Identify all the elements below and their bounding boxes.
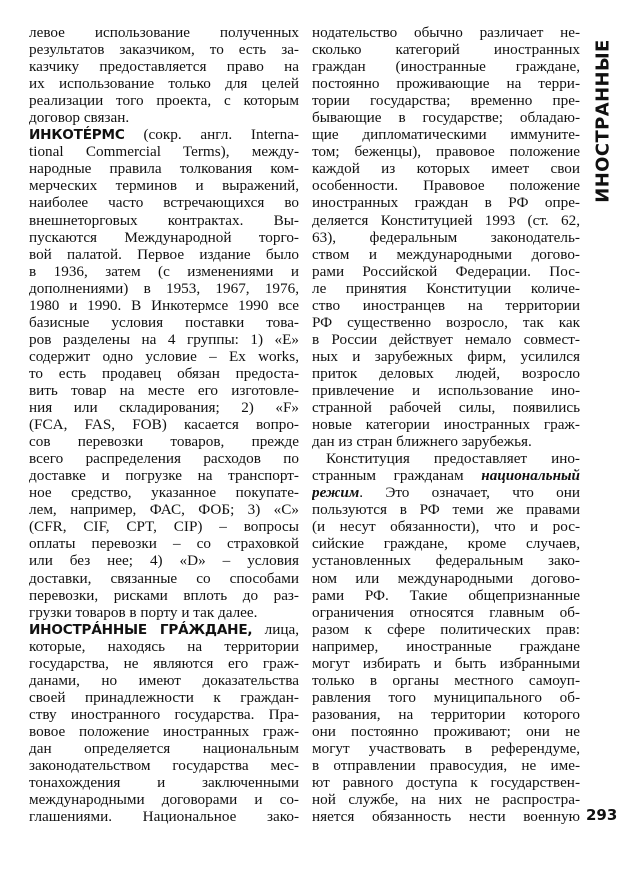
entry-heading-rest: (сокр. англ. Interna- — [124, 126, 299, 144]
text-line: пользуются в РФ теми же правами — [312, 501, 580, 519]
paragraph-start-line: Конституция предоставляет ино- — [326, 450, 580, 468]
page-number: 293 — [586, 806, 618, 824]
text-line: лем, например, ФАС, ФОБ; 3) «С» — [29, 501, 299, 519]
text-line: их использование только для целей — [29, 75, 299, 93]
text-line: всего распределения расходов по — [29, 450, 299, 468]
text-line: ют равного доступа к государствен- — [312, 774, 580, 792]
text-line: которые, находясь на территории — [29, 637, 299, 655]
text-line: законодательством государства мес- — [29, 757, 299, 775]
text-line: ле принятия Конституции количе- — [312, 279, 580, 297]
text-line: том; беженцы), правовое положение — [312, 143, 580, 161]
text-line: левое использование полученных — [29, 24, 299, 41]
text-line: сийские граждане, кроме случаев, — [312, 535, 580, 553]
text-line: 63), федеральным законодатель- — [312, 228, 580, 246]
text-line: тории государства; временно пре- — [312, 92, 580, 110]
running-head-text: ИНОСТРАННЫЕ — [592, 39, 614, 203]
text-line: или без нее; 4) «D» – условия — [29, 552, 299, 570]
text-line: постоянно проживающие на терри- — [312, 75, 580, 93]
text-line: дополнениями) в 1953, 1967, 1976, — [29, 279, 299, 297]
text-line: своей принадлежности к граждан- — [29, 688, 299, 706]
text-line: грузки товаров в порту и так далее. — [29, 603, 258, 621]
running-head — [590, 26, 616, 216]
text-line: пускаются Международной торго- — [29, 228, 299, 246]
text-line: разования, на территории которого — [312, 705, 580, 723]
entry-incoterms-first-line — [29, 126, 299, 143]
text-line: привлечение и использование ино- — [312, 381, 580, 399]
italic-term: национальный — [481, 467, 580, 485]
text-line: (и несут обязанности), что и рос- — [312, 518, 580, 536]
text-line: наиболее часто встречающихся во — [29, 194, 299, 212]
text-line: 1980 и 1990. В Инкотермсе 1990 все — [29, 296, 299, 314]
text-line: РФ существенно возросло, так как — [312, 313, 580, 331]
text-line: содержит одно условие – Ex works, — [29, 347, 299, 365]
text-line: сколько категорий иностранных — [312, 41, 580, 59]
text-line: иностранных граждан в РФ опре- — [312, 194, 580, 212]
text-line: ограничения относятся главным об- — [312, 603, 580, 621]
text-line: вовое положение иностранных граж- — [29, 722, 299, 740]
text-line: граждан (иностранные граждане, — [312, 58, 580, 76]
text-span: странным гражданам — [312, 467, 482, 485]
text-line: ров разделены на 4 группы: 1) «Е» — [29, 330, 299, 348]
text-line: ном или международными догово- — [312, 569, 580, 587]
entry-foreign-citizens-first-line — [29, 621, 299, 638]
text-line: деляется Конституцией 1993 (ст. 62, — [312, 211, 580, 229]
italic-term: режим — [312, 484, 360, 502]
text-line: (CFR, CIF, CPT, CIP) – вопросы — [29, 518, 299, 536]
text-line: каждой из которых имеет свои — [312, 160, 580, 178]
text-line: установленных федеральным зако- — [312, 552, 580, 570]
text-line: тонахождения и заключенными — [29, 774, 299, 792]
right-column — [312, 24, 580, 825]
text-line: ное средство, указанное покупате- — [29, 484, 299, 502]
text-line: мерческих терминов и выражений, — [29, 177, 299, 195]
text-line: рами Российской Федерации. Пос- — [312, 262, 580, 280]
text-line: перевозки, рисками вплоть до раз- — [29, 586, 299, 604]
text-line: приток деловых людей, возросло — [312, 364, 580, 382]
text-line: результатов заказчиком, то есть за- — [29, 41, 299, 59]
text-line: ство иностранцев на территории — [312, 296, 580, 314]
entry-heading-foreign-citizens: ИНОСТРА́ННЫЕ ГРА́ЖДАНЕ, — [29, 621, 253, 638]
text-line: дан определяется национальным — [29, 739, 299, 757]
text-line: они постоянно проживают; они не — [312, 722, 580, 740]
text-line: равления того муниципального об- — [312, 688, 580, 706]
text-line: сов перевозки товаров, прежде — [29, 433, 299, 451]
text-line: вой палатой. Первое издание было — [29, 245, 299, 263]
text-line: нодательство обычно различает не- — [312, 24, 580, 41]
text-line: то есть продавец обязан предоста- — [29, 364, 299, 382]
text-line: ной службе, на них не распростра- — [312, 791, 580, 809]
text-line: tional Commercial Terms), между- — [29, 143, 299, 161]
text-line: могут избирать и быть избранными — [312, 654, 580, 672]
text-line: например, иностранные граждане — [312, 637, 580, 655]
text-line: странной рабочей силы, появились — [312, 399, 580, 417]
text-line: ству иностранного государства. Пра- — [29, 705, 299, 723]
text-line: вить товар на месте его изготовле- — [29, 381, 299, 399]
text-line: оплаты перевозки – со страховкой — [29, 535, 299, 553]
text-line: щие дипломатическими иммуните- — [312, 126, 580, 144]
text-line: только в органы местного самоуп- — [312, 671, 580, 689]
text-line: ством и международными догово- — [312, 245, 580, 263]
text-span: . Это означает, что они — [359, 484, 580, 502]
text-line: особенности. Правовое положение — [312, 177, 580, 195]
text-line-with-italic — [312, 484, 580, 501]
text-line: реализации того проекта, с которым — [29, 92, 299, 110]
text-line: няется обязанность нести военную — [312, 808, 580, 826]
text-line: ных и зарубежных фирм, усилился — [312, 347, 580, 365]
text-line: новые категории иностранных граж- — [312, 416, 580, 434]
text-line: в России действует немало совмест- — [312, 330, 580, 348]
text-line: в отправлении правосудия, не име- — [312, 757, 580, 775]
text-line-with-italic — [312, 467, 580, 484]
text-line: могут участвовать в референдуме, — [312, 739, 580, 757]
left-column — [29, 24, 299, 825]
text-line: договор связан. — [29, 109, 130, 127]
text-line: казчику предоставляется право на — [29, 58, 299, 76]
text-line: доставки, связанные со способами — [29, 569, 299, 587]
text-line: внешнеторговых контрактах. Вы- — [29, 211, 299, 229]
text-line: ния или складирования; 2) «F» — [29, 399, 299, 417]
text-line: в 1936, затем (с изменениями и — [29, 262, 299, 280]
entry-heading-rest: лица, — [252, 620, 299, 638]
text-line: данами, но имеют доказательства — [29, 671, 299, 689]
text-line: (FCA, FAS, FOB) касается вопро- — [29, 416, 299, 434]
text-line: бывающие в государстве; обладаю- — [312, 109, 580, 127]
text-line: дан из стран ближнего зарубежья. — [312, 433, 532, 451]
text-line: рами РФ. Такие общепризнанные — [312, 586, 580, 604]
text-line: глашениями. Национальное зако- — [29, 808, 299, 826]
entry-heading-incoterms: ИНКОТЕ́РМС — [29, 127, 125, 144]
text-line: государства, не являются его граж- — [29, 654, 299, 672]
text-line: народные правила толкования ком- — [29, 160, 299, 178]
text-line: международными договорами и со- — [29, 791, 299, 809]
text-line: базисные условия поставки това- — [29, 313, 299, 331]
text-line: разом к сфере политических прав: — [312, 620, 580, 638]
text-line: доставке и погрузке на транспорт- — [29, 467, 299, 485]
